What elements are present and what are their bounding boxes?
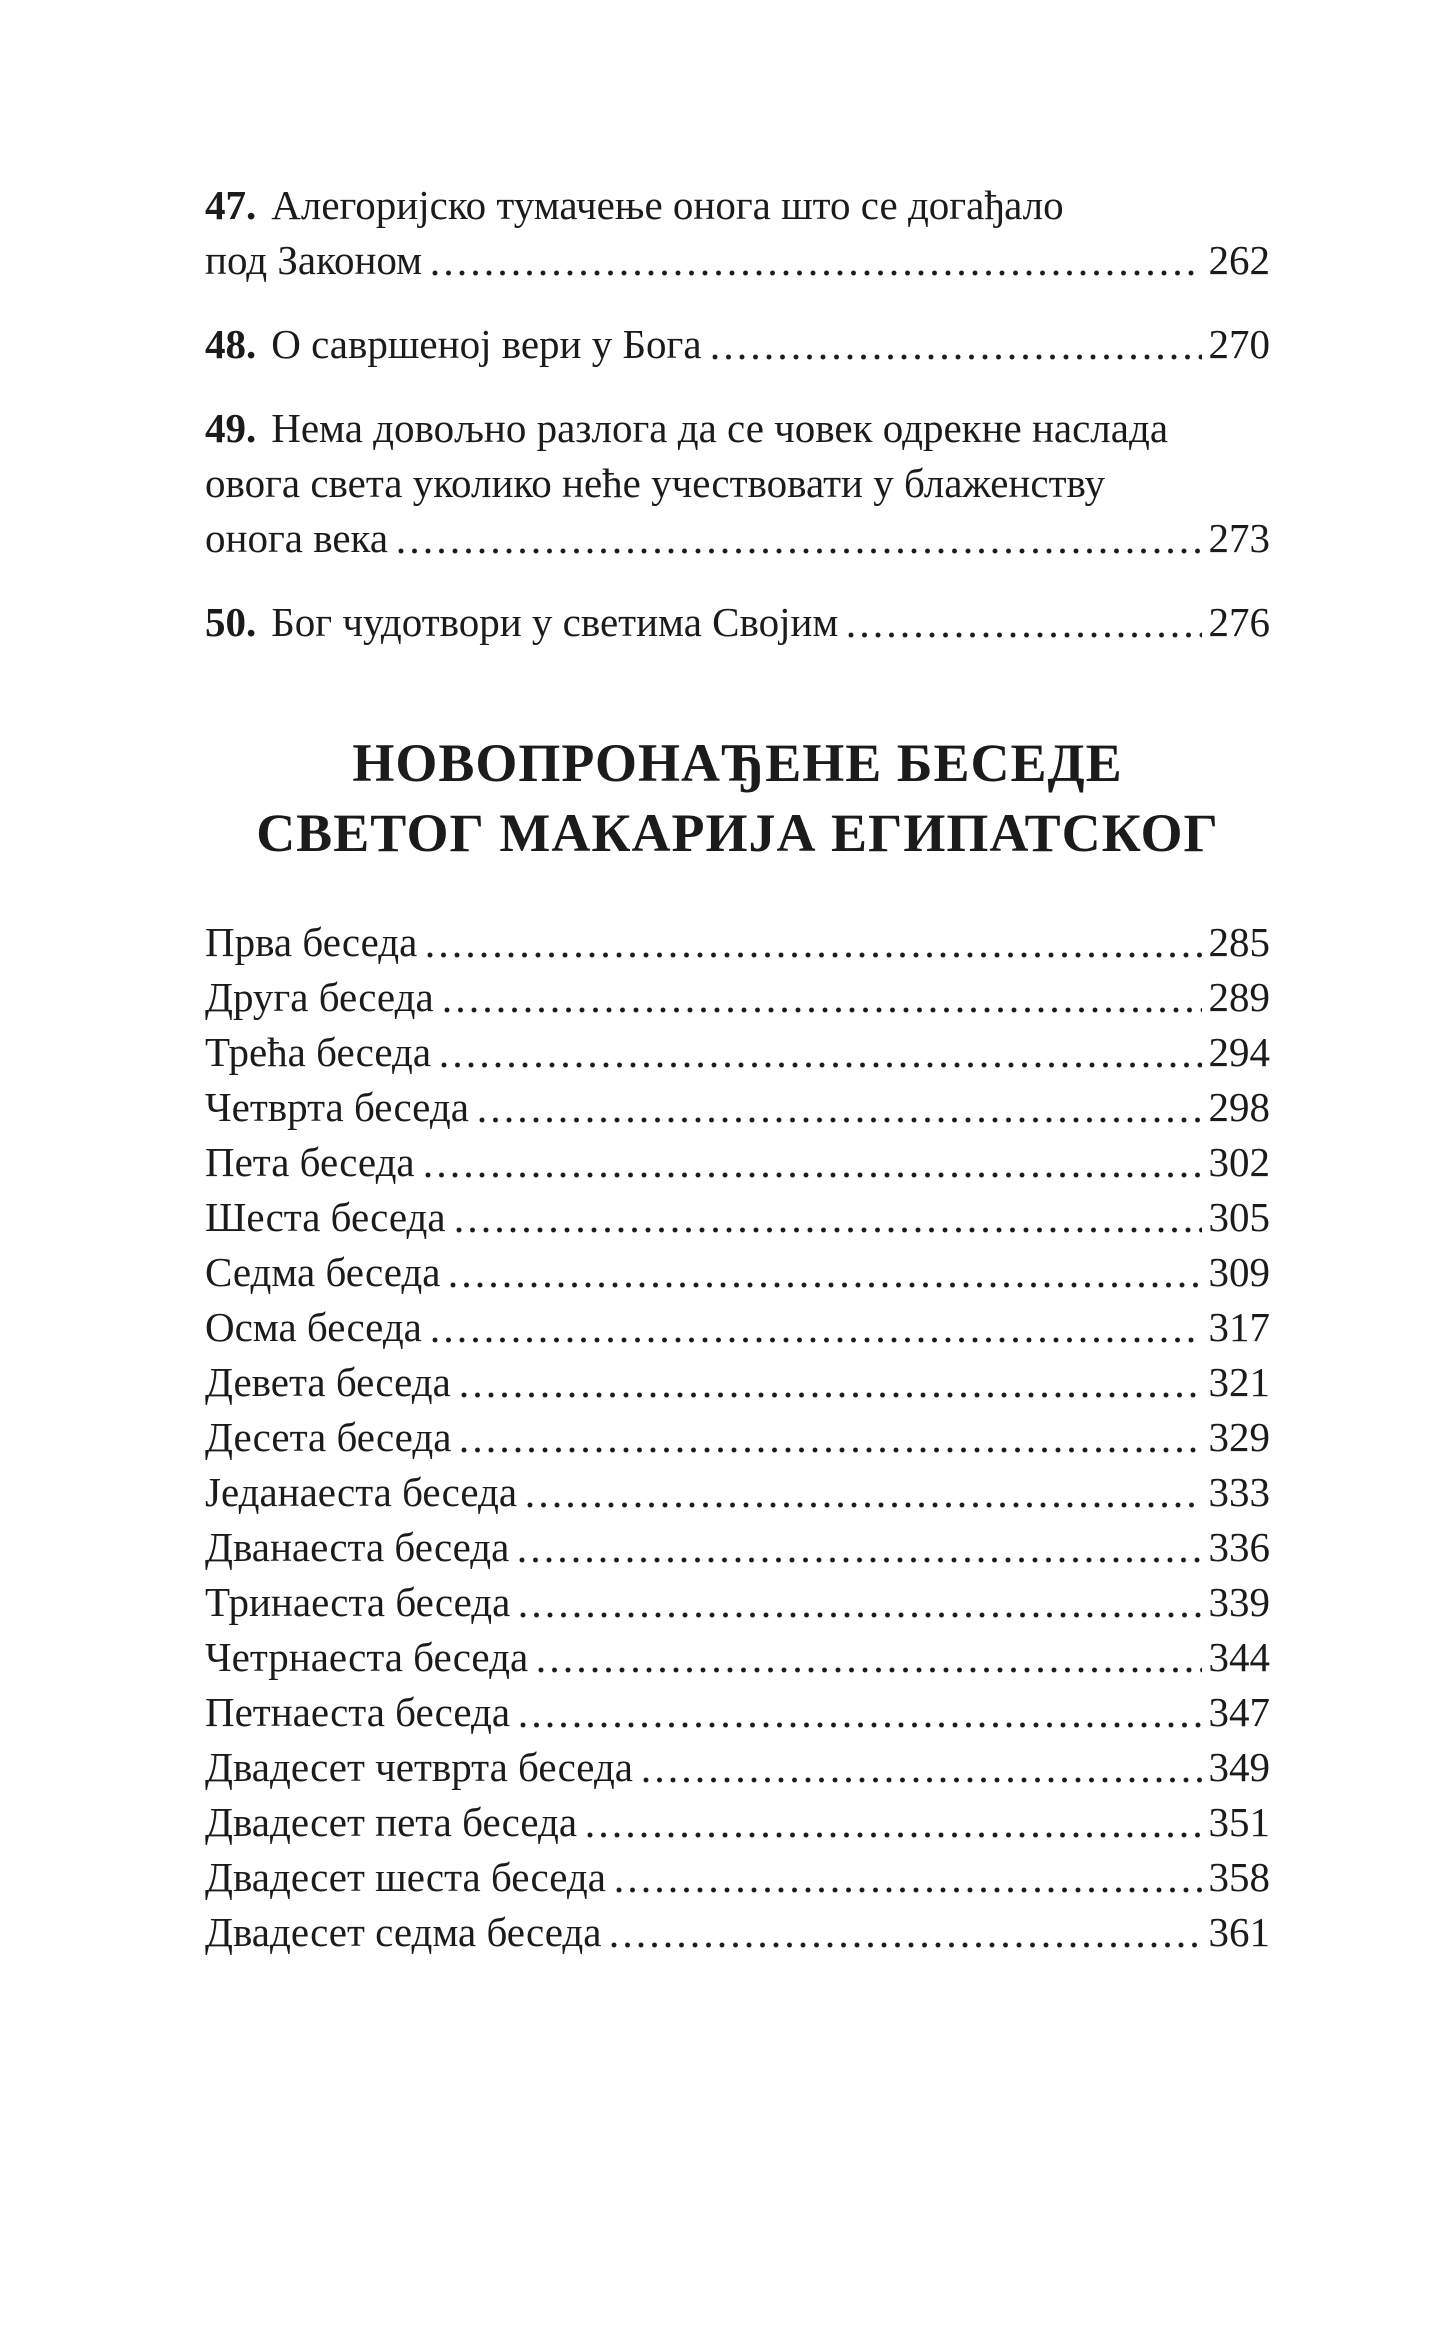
toc-entry <box>205 1300 1270 1355</box>
toc-entry <box>205 1355 1270 1410</box>
page-number: 361 <box>1208 1909 1270 1955</box>
dot-leader <box>431 1025 1208 1080</box>
dot-leader <box>528 1630 1208 1685</box>
page-number: 336 <box>1208 1524 1270 1570</box>
entry-number: 50. <box>205 599 257 645</box>
toc-entry <box>205 1685 1270 1740</box>
toc-entry <box>205 915 1270 970</box>
section-heading-line1: НОВОПРОНАЂЕНЕ БЕСЕДЕ <box>352 733 1123 793</box>
toc-line <box>205 511 1270 566</box>
page-number: 285 <box>1208 919 1270 965</box>
entry-title: Четврта беседа <box>205 1084 469 1130</box>
page-number: 344 <box>1208 1634 1270 1680</box>
page-number: 262 <box>1208 237 1270 283</box>
page-number: 351 <box>1208 1799 1270 1845</box>
entry-title: Дванаеста беседа <box>205 1524 510 1570</box>
toc-entry <box>205 595 1270 650</box>
dot-leader <box>606 1850 1209 1905</box>
toc-entry <box>205 317 1270 372</box>
dot-leader <box>417 915 1208 970</box>
page-number: 358 <box>1208 1854 1270 1900</box>
toc-entry <box>205 1520 1270 1575</box>
entry-title: Пета беседа <box>205 1139 415 1185</box>
toc-entry <box>205 1135 1270 1190</box>
dot-leader <box>517 1465 1208 1520</box>
entry-title: Трећа беседа <box>205 1029 432 1075</box>
entry-title: Тринаеста беседа <box>205 1579 511 1625</box>
dot-leader <box>577 1795 1208 1850</box>
entry-title: Двадесет пета беседа <box>205 1799 578 1845</box>
entry-title: Алегоријско тумачење онога што се догађало <box>271 182 1064 228</box>
page-number: 333 <box>1208 1469 1270 1515</box>
toc-entry <box>205 401 1270 566</box>
entry-title: Седма беседа <box>205 1249 441 1295</box>
toc-entry <box>205 1410 1270 1465</box>
entry-number: 49. <box>205 405 257 451</box>
entry-title: Петнаеста беседа <box>205 1689 511 1735</box>
toc-entry <box>205 1080 1270 1135</box>
toc-entry <box>205 1905 1270 1960</box>
dot-leader <box>422 233 1208 288</box>
toc-entry <box>205 970 1270 1025</box>
page-number: 302 <box>1208 1139 1270 1185</box>
toc-line <box>205 401 1270 456</box>
entry-title: Осма беседа <box>205 1304 422 1350</box>
dot-leader <box>509 1520 1208 1575</box>
toc-line <box>205 595 1270 650</box>
entry-title: Једанаеста беседа <box>205 1469 518 1515</box>
dot-leader <box>633 1740 1209 1795</box>
dot-leader <box>388 511 1208 566</box>
page-number: 270 <box>1208 321 1270 367</box>
page-number: 298 <box>1208 1084 1270 1130</box>
page-number: 349 <box>1208 1744 1270 1790</box>
section-heading <box>205 728 1270 868</box>
toc-line <box>205 456 1270 511</box>
toc-line <box>205 317 1270 372</box>
entry-title: Двадесет седма беседа <box>205 1909 602 1955</box>
entry-title: под Законом <box>205 237 423 283</box>
toc-entry <box>205 1245 1270 1300</box>
page-number: 339 <box>1208 1579 1270 1625</box>
entry-title: Четрнаеста беседа <box>205 1634 529 1680</box>
page-number: 317 <box>1208 1304 1270 1350</box>
toc-content <box>205 0 1270 1960</box>
dot-leader <box>451 1355 1209 1410</box>
toc-sermon-list <box>205 915 1270 1960</box>
entry-number: 48. <box>205 321 257 367</box>
toc-entry <box>205 1630 1270 1685</box>
toc-line <box>205 178 1270 233</box>
toc-line <box>205 233 1270 288</box>
toc-entry <box>205 1025 1270 1080</box>
page-number: 347 <box>1208 1689 1270 1735</box>
dot-leader <box>422 1300 1209 1355</box>
entry-title: Двадесет четврта беседа <box>205 1744 633 1790</box>
entry-title: Двадесет шеста беседа <box>205 1854 606 1900</box>
toc-entry <box>205 1465 1270 1520</box>
entry-number: 47. <box>205 182 257 228</box>
dot-leader <box>601 1905 1208 1960</box>
entry-title: Десета беседа <box>205 1414 452 1460</box>
toc-entry <box>205 178 1270 288</box>
dot-leader <box>838 595 1208 650</box>
entry-title: Шеста беседа <box>205 1194 446 1240</box>
toc-entry <box>205 1850 1270 1905</box>
page-number: 305 <box>1208 1194 1270 1240</box>
dot-leader <box>451 1410 1208 1465</box>
entry-title: овога света уколико неће учествовати у блаженству <box>205 460 1105 506</box>
entry-title: онога века <box>205 515 389 561</box>
dot-leader <box>510 1685 1208 1740</box>
entry-title: Нема довољно разлога да се човек одрекне наслада <box>271 405 1169 451</box>
toc-entry <box>205 1740 1270 1795</box>
page-number: 276 <box>1208 599 1270 645</box>
toc-entry <box>205 1795 1270 1850</box>
entry-title: Прва беседа <box>205 919 418 965</box>
dot-leader <box>446 1190 1209 1245</box>
page-number: 321 <box>1208 1359 1270 1405</box>
page-number: 273 <box>1208 515 1270 561</box>
dot-leader <box>434 970 1209 1025</box>
toc-entry <box>205 1190 1270 1245</box>
entry-title: Девета беседа <box>205 1359 451 1405</box>
dot-leader <box>415 1135 1209 1190</box>
toc-numbered-section <box>205 178 1270 650</box>
entry-title: Бог чудотвори у светима Својим <box>271 599 839 645</box>
page-number: 309 <box>1208 1249 1270 1295</box>
toc-entry <box>205 1575 1270 1630</box>
dot-leader <box>510 1575 1208 1630</box>
entry-title: О савршеној вери у Бога <box>271 321 702 367</box>
dot-leader <box>702 317 1209 372</box>
entry-title: Друга беседа <box>205 974 434 1020</box>
page-number: 289 <box>1208 974 1270 1020</box>
dot-leader <box>440 1245 1208 1300</box>
page-number: 294 <box>1208 1029 1270 1075</box>
page-number: 329 <box>1208 1414 1270 1460</box>
dot-leader <box>469 1080 1209 1135</box>
section-heading-line2: СВЕТОГ МАКАРИЈА ЕГИПАТСКОГ <box>256 803 1219 863</box>
